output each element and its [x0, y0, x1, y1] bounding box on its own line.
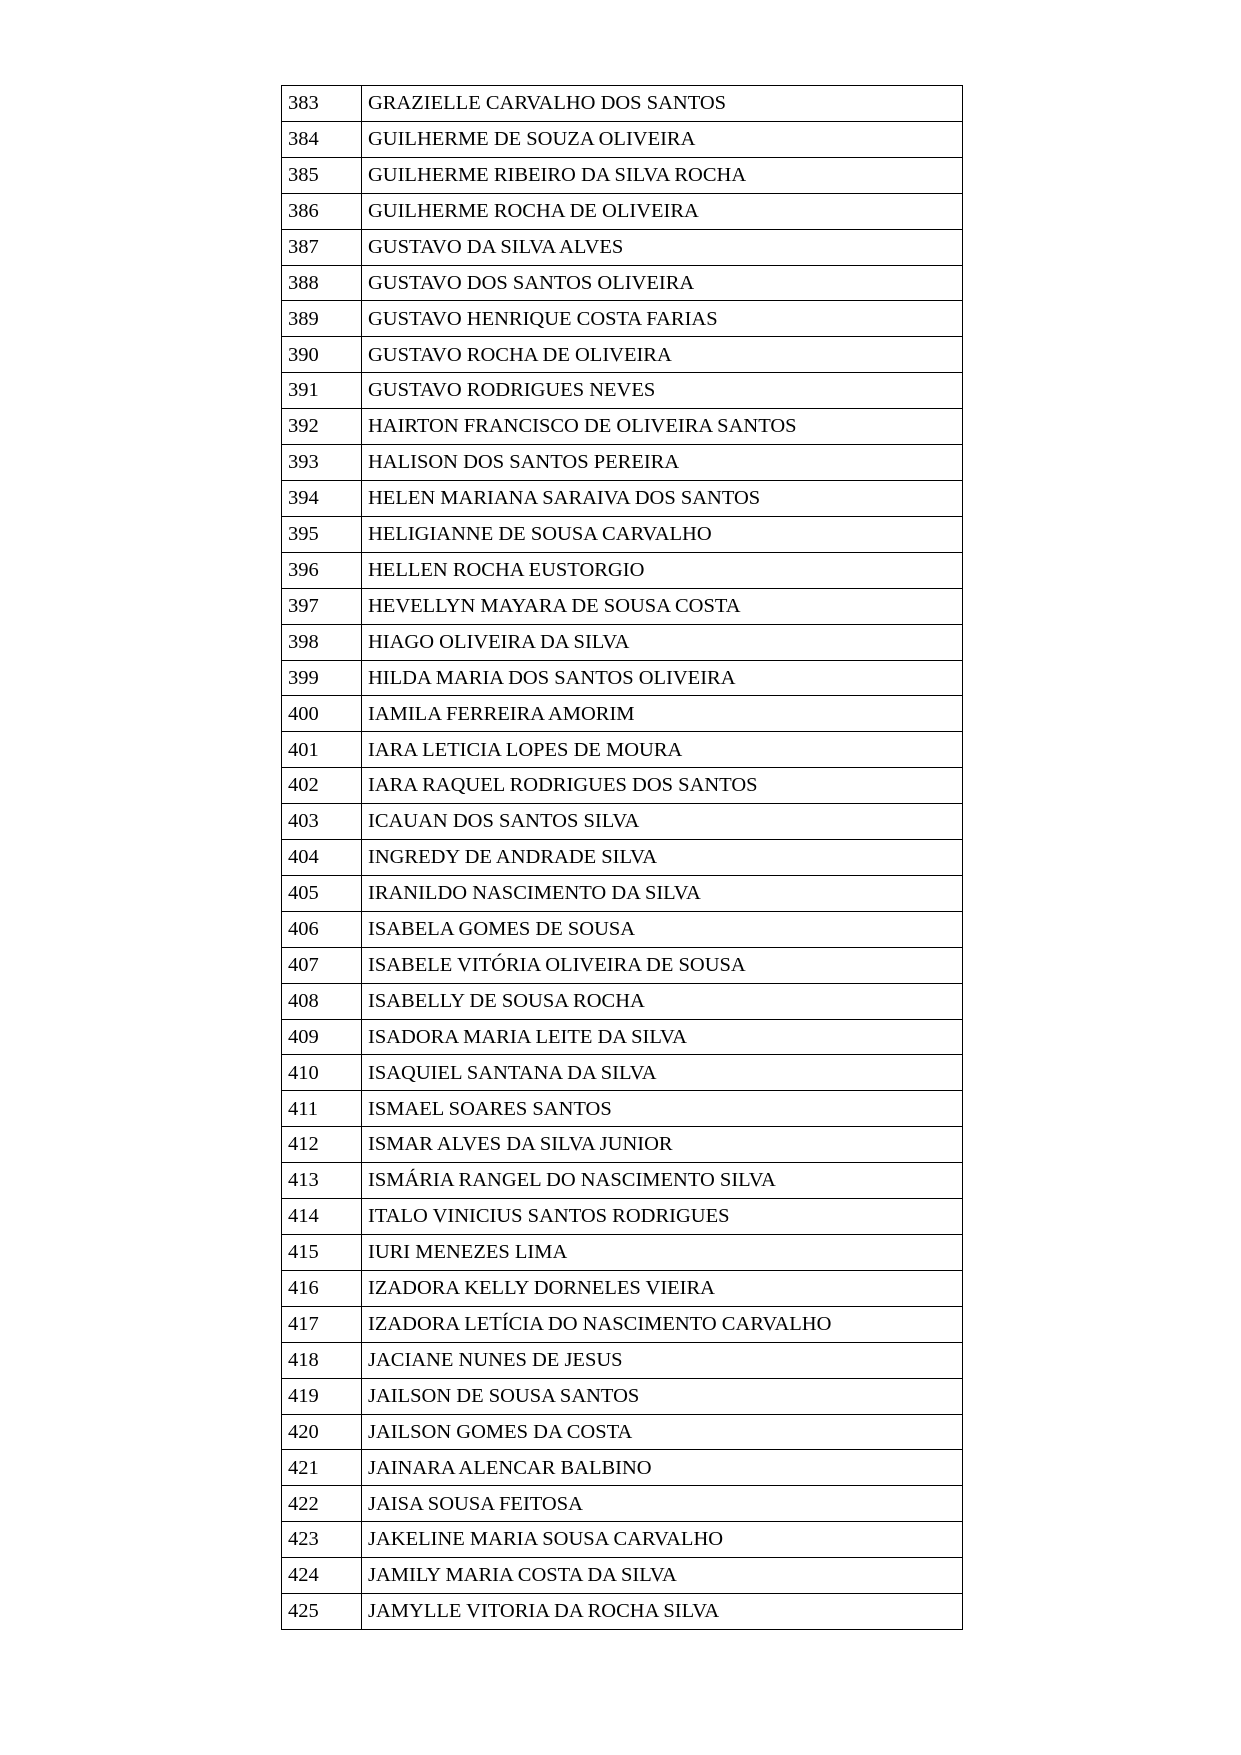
table-row	[282, 193, 963, 229]
table-row	[282, 1414, 963, 1450]
row-number: 391	[282, 373, 362, 409]
row-number: 388	[282, 265, 362, 301]
row-number: 420	[282, 1414, 362, 1450]
row-name: JAILSON DE SOUSA SANTOS	[362, 1378, 963, 1414]
row-name: IRANILDO NASCIMENTO DA SILVA	[362, 875, 963, 911]
table-row	[282, 229, 963, 265]
table-row	[282, 157, 963, 193]
table-row	[282, 121, 963, 157]
table-row	[282, 1342, 963, 1378]
row-name: JACIANE NUNES DE JESUS	[362, 1342, 963, 1378]
row-name: IARA RAQUEL RODRIGUES DOS SANTOS	[362, 768, 963, 804]
row-name: HALISON DOS SANTOS PEREIRA	[362, 445, 963, 481]
row-name: HAIRTON FRANCISCO DE OLIVEIRA SANTOS	[362, 409, 963, 445]
table-row	[282, 552, 963, 588]
table-row	[282, 660, 963, 696]
row-number: 413	[282, 1163, 362, 1199]
row-number: 418	[282, 1342, 362, 1378]
row-number: 411	[282, 1091, 362, 1127]
table-row	[282, 1594, 963, 1630]
row-number: 415	[282, 1235, 362, 1271]
table-row	[282, 768, 963, 804]
row-number: 424	[282, 1558, 362, 1594]
row-number: 401	[282, 732, 362, 768]
row-number: 407	[282, 947, 362, 983]
table-row	[282, 480, 963, 516]
row-name: IZADORA KELLY DORNELES VIEIRA	[362, 1270, 963, 1306]
row-number: 402	[282, 768, 362, 804]
row-number: 390	[282, 337, 362, 373]
row-number: 389	[282, 301, 362, 337]
row-name: HILDA MARIA DOS SANTOS OLIVEIRA	[362, 660, 963, 696]
row-number: 406	[282, 911, 362, 947]
table-row	[282, 301, 963, 337]
table-row	[282, 804, 963, 840]
table-row	[282, 1055, 963, 1091]
row-name: IZADORA LETÍCIA DO NASCIMENTO CARVALHO	[362, 1306, 963, 1342]
row-number: 387	[282, 229, 362, 265]
row-number: 395	[282, 516, 362, 552]
row-number: 386	[282, 193, 362, 229]
table-row	[282, 1486, 963, 1522]
table-row	[282, 624, 963, 660]
row-name: ISMAR ALVES DA SILVA JUNIOR	[362, 1127, 963, 1163]
row-number: 397	[282, 588, 362, 624]
row-number: 422	[282, 1486, 362, 1522]
table-row	[282, 1378, 963, 1414]
row-name: INGREDY DE ANDRADE SILVA	[362, 840, 963, 876]
table-row	[282, 445, 963, 481]
table-row	[282, 1019, 963, 1055]
row-number: 409	[282, 1019, 362, 1055]
row-number: 408	[282, 983, 362, 1019]
table-row	[282, 1199, 963, 1235]
row-name: GUSTAVO DA SILVA ALVES	[362, 229, 963, 265]
row-name: GRAZIELLE CARVALHO DOS SANTOS	[362, 86, 963, 122]
table-row	[282, 1091, 963, 1127]
row-name: JAILSON GOMES DA COSTA	[362, 1414, 963, 1450]
row-number: 384	[282, 121, 362, 157]
row-number: 392	[282, 409, 362, 445]
row-name: GUSTAVO RODRIGUES NEVES	[362, 373, 963, 409]
row-number: 423	[282, 1522, 362, 1558]
row-name: HIAGO OLIVEIRA DA SILVA	[362, 624, 963, 660]
row-number: 410	[282, 1055, 362, 1091]
row-name: JAISA SOUSA FEITOSA	[362, 1486, 963, 1522]
table-row	[282, 409, 963, 445]
table-row	[282, 696, 963, 732]
table-row	[282, 983, 963, 1019]
row-number: 425	[282, 1594, 362, 1630]
row-name: ISMAEL SOARES SANTOS	[362, 1091, 963, 1127]
table-row	[282, 1270, 963, 1306]
row-name: JAINARA ALENCAR BALBINO	[362, 1450, 963, 1486]
row-name: ISABELLY DE SOUSA ROCHA	[362, 983, 963, 1019]
table-row	[282, 373, 963, 409]
row-name: IAMILA FERREIRA AMORIM	[362, 696, 963, 732]
table-row	[282, 1558, 963, 1594]
row-name: IARA LETICIA LOPES DE MOURA	[362, 732, 963, 768]
row-name: GUILHERME DE SOUZA OLIVEIRA	[362, 121, 963, 157]
table-row	[282, 875, 963, 911]
row-number: 383	[282, 86, 362, 122]
row-name: HELIGIANNE DE SOUSA CARVALHO	[362, 516, 963, 552]
row-number: 414	[282, 1199, 362, 1235]
roster-table	[281, 85, 963, 1630]
row-number: 403	[282, 804, 362, 840]
row-name: GUILHERME ROCHA DE OLIVEIRA	[362, 193, 963, 229]
table-row	[282, 265, 963, 301]
row-name: GUSTAVO ROCHA DE OLIVEIRA	[362, 337, 963, 373]
table-row	[282, 1450, 963, 1486]
table-row	[282, 1163, 963, 1199]
row-number: 385	[282, 157, 362, 193]
table-row	[282, 1235, 963, 1271]
table-row	[282, 1522, 963, 1558]
table-row	[282, 337, 963, 373]
row-name: ISABELA GOMES DE SOUSA	[362, 911, 963, 947]
row-number: 398	[282, 624, 362, 660]
table-row	[282, 86, 963, 122]
row-name: ITALO VINICIUS SANTOS RODRIGUES	[362, 1199, 963, 1235]
row-number: 419	[282, 1378, 362, 1414]
row-name: HELEN MARIANA SARAIVA DOS SANTOS	[362, 480, 963, 516]
row-number: 417	[282, 1306, 362, 1342]
row-number: 393	[282, 445, 362, 481]
row-name: ISAQUIEL SANTANA DA SILVA	[362, 1055, 963, 1091]
row-name: GUSTAVO HENRIQUE COSTA FARIAS	[362, 301, 963, 337]
row-number: 394	[282, 480, 362, 516]
table-row	[282, 732, 963, 768]
table-row	[282, 516, 963, 552]
row-number: 412	[282, 1127, 362, 1163]
row-number: 400	[282, 696, 362, 732]
row-number: 421	[282, 1450, 362, 1486]
row-name: JAMILY MARIA COSTA DA SILVA	[362, 1558, 963, 1594]
row-name: JAKELINE MARIA SOUSA CARVALHO	[362, 1522, 963, 1558]
row-number: 404	[282, 840, 362, 876]
row-number: 396	[282, 552, 362, 588]
row-name: ICAUAN DOS SANTOS SILVA	[362, 804, 963, 840]
row-name: GUILHERME RIBEIRO DA SILVA ROCHA	[362, 157, 963, 193]
row-name: HEVELLYN MAYARA DE SOUSA COSTA	[362, 588, 963, 624]
row-name: ISADORA MARIA LEITE DA SILVA	[362, 1019, 963, 1055]
row-number: 399	[282, 660, 362, 696]
row-number: 416	[282, 1270, 362, 1306]
row-name: HELLEN ROCHA EUSTORGIO	[362, 552, 963, 588]
table-row	[282, 588, 963, 624]
row-name: ISABELE VITÓRIA OLIVEIRA DE SOUSA	[362, 947, 963, 983]
row-name: GUSTAVO DOS SANTOS OLIVEIRA	[362, 265, 963, 301]
table-row	[282, 1127, 963, 1163]
row-name: IURI MENEZES LIMA	[362, 1235, 963, 1271]
row-number: 405	[282, 875, 362, 911]
roster-table-body	[282, 86, 963, 1630]
row-name: JAMYLLE VITORIA DA ROCHA SILVA	[362, 1594, 963, 1630]
table-row	[282, 840, 963, 876]
row-name: ISMÁRIA RANGEL DO NASCIMENTO SILVA	[362, 1163, 963, 1199]
table-row	[282, 947, 963, 983]
table-row	[282, 1306, 963, 1342]
table-row	[282, 911, 963, 947]
